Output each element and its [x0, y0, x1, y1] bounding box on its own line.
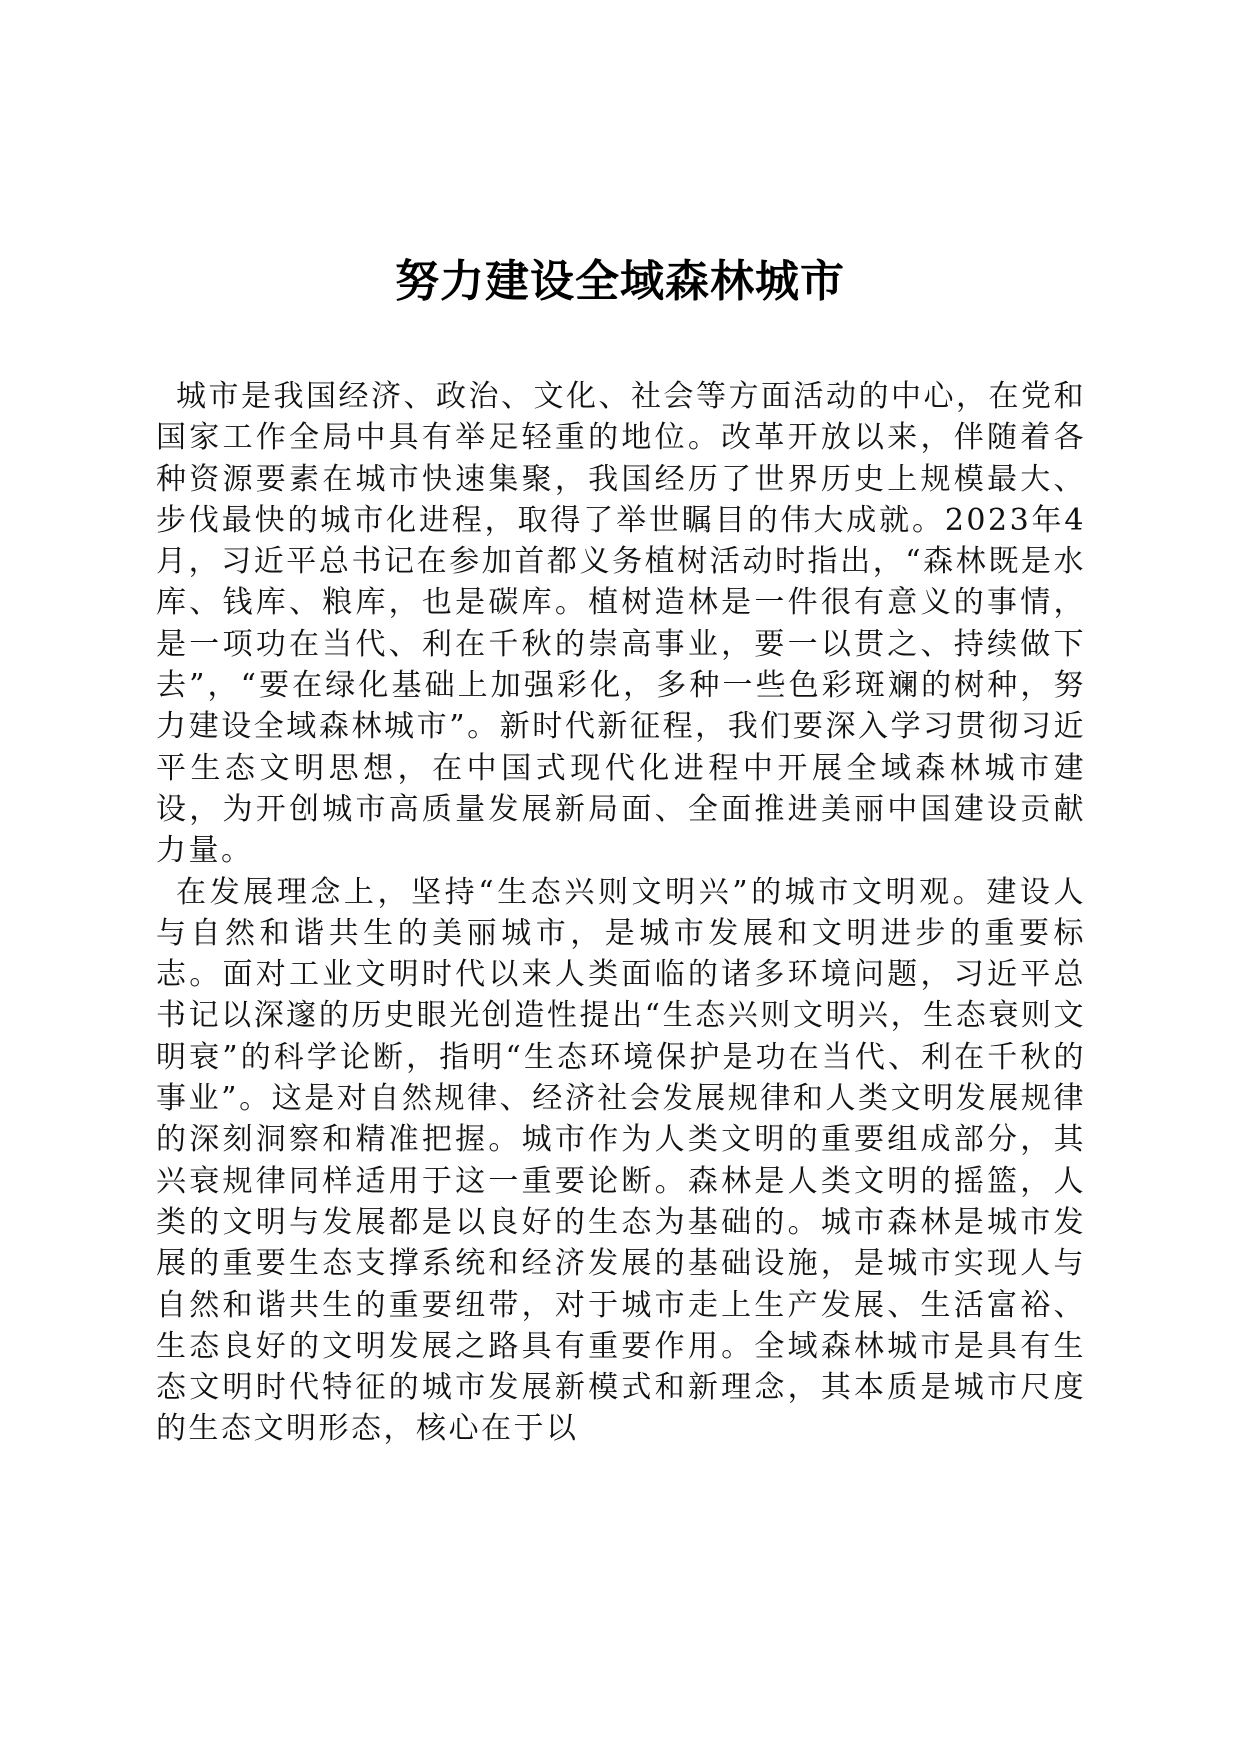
body-paragraph-2: 在发展理念上，坚持“生态兴则文明兴”的城市文明观。建设人与自然和谐共生的美丽城市，是城市发展和文明进步的重要标志。面对工业文明时代以来人类面临的诸多环境问题，习近平总书记以深邃的历史眼光创造性提出“生态兴则文明兴，生态衰则文明衰”的科学论断，指明“生态环境保护是功在当代、利在千秋的事业”。这是对自然规律、经济社会发展规律和人类文明发展规律的深刻洞察和精准把握。城市作为人类文明的重要组成部分，其兴衰规律同样适用于这一重要论断。森林是人类文明的摇篮，人类的文明与发展都是以良好的生态为基础的。城市森林是城市发展的重要生态支撑系统和经济发展的基础设施，是城市实现人与自然和谐共生的重要纽带，对于城市走上生产发展、生活富裕、生态良好的文明发展之路具有重要作用。全域森林城市是具有生态文明时代特征的城市发展新模式和新理念，其本质是城市尺度的生态文明形态，核心在于以: [156, 874, 1086, 1447]
body-paragraph-1: 城市是我国经济、政治、文化、社会等方面活动的中心，在党和国家工作全局中具有举足轻重的地位。改革开放以来，伴随着各种资源要素在城市快速集聚，我国经历了世界历史上规模最大、步伐最快的城市化进程，取得了举世瞩目的伟大成就。2023年4月，习近平总书记在参加首都义务植树活动时指出，“森林既是水库、钱库、粮库，也是碳库。植树造林是一件很有意义的事情，是一项功在当代、利在千秋的崇高事业，要一以贯之、持续做下去”，“要在绿化基础上加强彩化，多种一些色彩斑斓的树种，努力建设全域森林城市”。新时代新征程，我们要深入学习贯彻习近平生态文明思想，在中国式现代化进程中开展全域森林城市建设，为开创城市高质量发展新局面、全面推进美丽中国建设贡献力量。: [156, 379, 1086, 869]
document-body: [156, 376, 1086, 1450]
document-title: 努力建设全域森林城市: [395, 256, 845, 307]
